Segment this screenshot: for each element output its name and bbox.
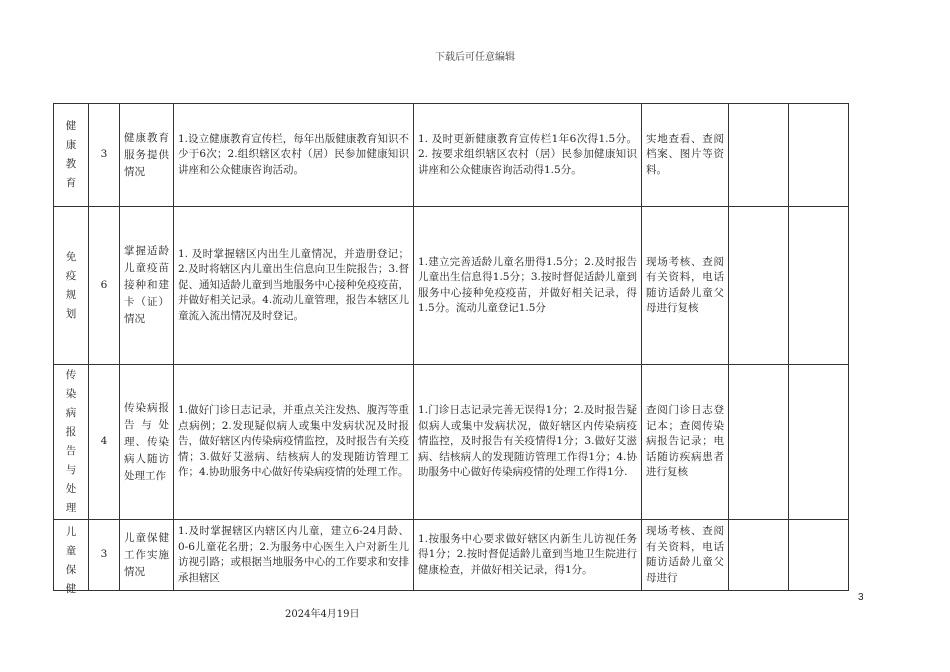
- method-cell: 实地查看、查阅档案、图片等资料。: [642, 104, 729, 207]
- category-cell: 儿童保健: [54, 520, 89, 591]
- empty-cell: [729, 365, 789, 520]
- evaluation-table: [53, 103, 849, 595]
- empty-cell: [729, 104, 789, 207]
- item-cell: 健康教育服务提供情况: [120, 104, 174, 207]
- requirement-cell: 1. 及时掌握辖区内出生儿童情况，并造册登记；2.及时将辖区内儿童出生信息向卫生院报告；3.督促、通知适龄儿童到当地服务中心接种免疫疫苗，并做好相关记录。4.流动儿童管理，报告本辖区儿童流入流出情况及时登记。: [174, 207, 414, 365]
- standard-cell: 1.门诊日志记录完善无误得1分；2.及时报告疑似病人或集中发病状况，做好辖区内传染病疫情监控，及时报告有关疫情得1分；3.做好艾滋病、结核病人的发现随访管理工作得1分；4.协助服务中心做好传染病疫情的处理工作得1分.: [414, 365, 642, 520]
- standard-cell: 1. 及时更新健康教育宣传栏1年6次得1.5分。2. 按要求组织辖区农村（居）民参加健康知识讲座和公众健康咨询活动得1.5分。: [414, 104, 642, 207]
- requirement-cell: 1.做好门诊日志记录，并重点关注发热、腹泻等重点病例；2.发现疑似病人或集中发病状况及时报告，做好辖区内传染病疫情监控，及时报告有关疫情；3.做好艾滋病、结核病人的发现随访管理工作；4.协助服务中心做好传染病疫情的处理工作。: [174, 365, 414, 520]
- table-row: [54, 365, 849, 520]
- standard-cell: 1.建立完善适龄儿童名册得1.5分；2.及时报告儿童出生信息得1.5分；3.按时督促适龄儿童到服务中心接种免疫疫苗，并做好相关记录，得1.5分。流动儿童登记1.5分: [414, 207, 642, 365]
- empty-cell: [789, 365, 849, 520]
- requirement-cell: 1.设立健康教育宣传栏，每年出版健康教育知识不少于6次；2.组织辖区农村（居）民参加健康知识讲座和公众健康咨询活动。: [174, 104, 414, 207]
- score-cell: 6: [89, 207, 120, 365]
- standard-cell: 1.按服务中心要求做好辖区内新生儿访视任务得1分；2.按时督促适龄儿童到当地卫生院进行健康检查，并做好相关记录，得1分。: [414, 520, 642, 591]
- method-cell: 现场考核、查阅有关资料，电话随访适龄儿童父母进行复核: [642, 207, 729, 365]
- item-cell: 儿童保健工作实施情况: [120, 520, 174, 591]
- method-cell: 现场考核、查阅有关资料，电话随访适龄儿童父母进行: [642, 520, 729, 591]
- category-cell: 传染病报告与处理: [54, 365, 89, 520]
- page-number: 3: [858, 592, 864, 603]
- empty-cell: [729, 520, 789, 591]
- score-cell: 4: [89, 365, 120, 520]
- footer-date: 2024年4月19日: [285, 609, 360, 620]
- method-cell: 查阅门诊日志登记本；查阅传染病报告记录；电话随访疾病患者进行复核: [642, 365, 729, 520]
- score-cell: 3: [89, 104, 120, 207]
- category-cell: 健康教育: [54, 104, 89, 207]
- item-cell: 掌握适龄儿童疫苗接种和建卡（证）情况: [120, 207, 174, 365]
- empty-cell: [789, 207, 849, 365]
- table-row: [54, 520, 849, 591]
- requirement-cell: 1.及时掌握辖区内辖区内儿童，建立6-24月龄、0-6儿童花名册；2.为服务中心医生入户对新生儿访视引路；或根据当地服务中心的工作要求和安排承担辖区: [174, 520, 414, 591]
- header-note: 下载后可任意编辑: [435, 52, 515, 63]
- empty-cell: [789, 104, 849, 207]
- empty-cell: [789, 520, 849, 591]
- category-cell: 免疫规划: [54, 207, 89, 365]
- score-cell: 3: [89, 520, 120, 591]
- table-row: [54, 207, 849, 365]
- item-cell: 传染病报告与处理、传染病人随访处理工作: [120, 365, 174, 520]
- table-row: [54, 104, 849, 207]
- empty-cell: [729, 207, 789, 365]
